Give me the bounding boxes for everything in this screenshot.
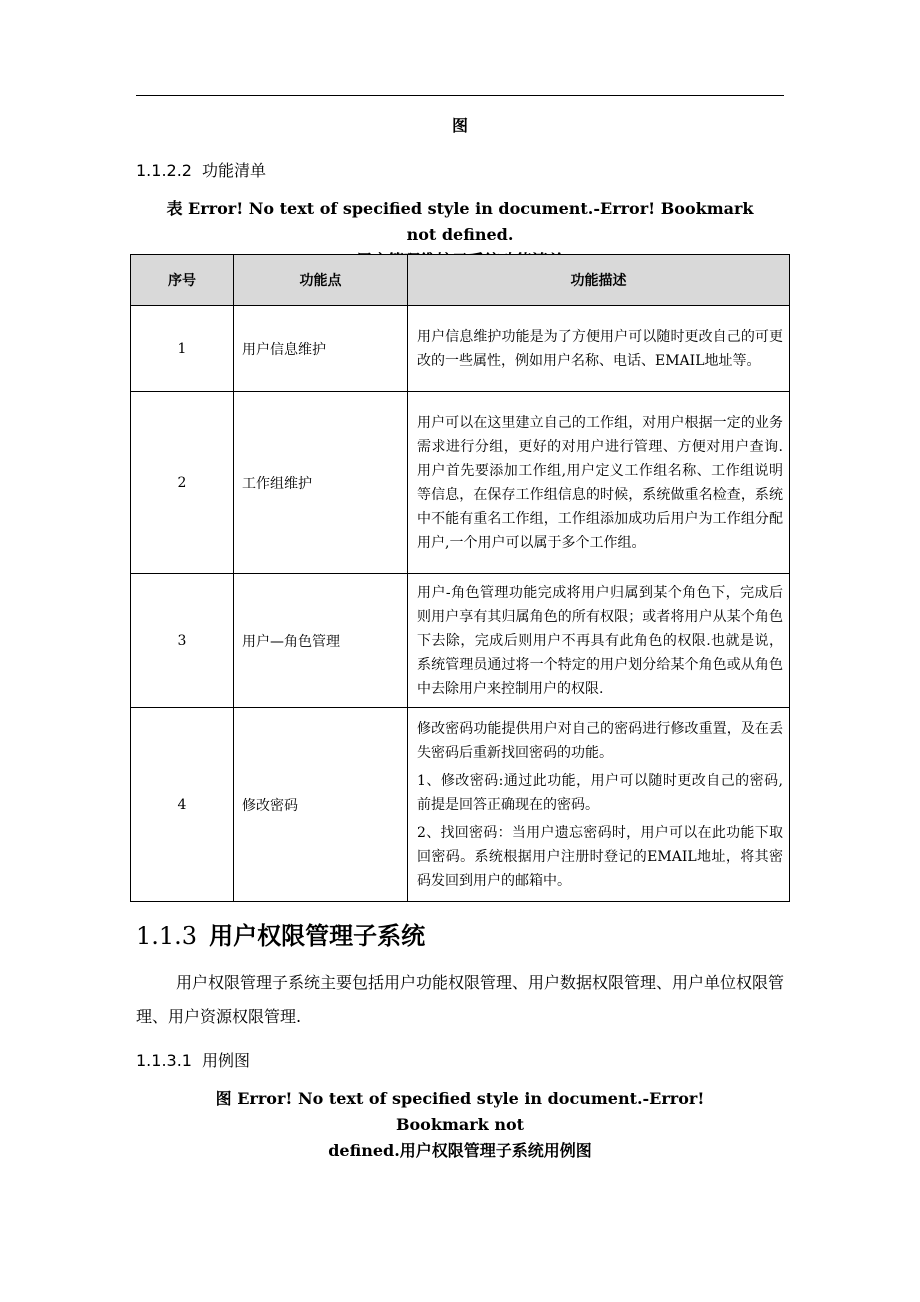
cell-no: 3 <box>131 574 234 708</box>
cell-no: 2 <box>131 392 234 574</box>
cell-no: 4 <box>131 708 234 902</box>
table-row <box>131 708 790 902</box>
figure-caption-zh: 用户权限管理子系统用例图 <box>399 1141 592 1160</box>
desc-paragraph: 用户-角色管理功能完成将用户归属到某个角色下，完成后则用户享有其归属角色的所有权限；或者将用户从某个角色下去除，完成后则用户不再具有此角色的权限.也就是说，系统管理员通过将一个特定的用户划分给某个角色或从角色中去除用户来控制用户的权限. <box>417 584 783 697</box>
figure-caption-line2 <box>180 1138 740 1164</box>
cell-point: 用户—角色管理 <box>234 574 408 708</box>
desc-paragraph: 修改密码功能提供用户对自己的密码进行修改重置，及在丢失密码后重新找回密码的功能。 <box>417 720 783 761</box>
desc-paragraph: 1、修改密码:通过此功能，用户可以随时更改自己的密码,前提是回答正确现在的密码。 <box>417 772 783 813</box>
figure-label: 图 <box>451 116 468 135</box>
table-caption-line1: 表 Error! No text of specified style in document.-Error! Bookmark not defined. <box>166 199 754 244</box>
header-rule <box>136 95 784 96</box>
heading-number: 1.1.2.2 <box>136 161 192 180</box>
table-row <box>131 306 790 392</box>
cell-desc <box>408 574 790 708</box>
header-cell-point: 功能点 <box>234 255 408 306</box>
figure-caption-en: defined. <box>328 1141 400 1160</box>
heading-title: 功能清单 <box>201 161 266 180</box>
table-row <box>131 574 790 708</box>
cell-point: 用户信息维护 <box>234 306 408 392</box>
cell-desc <box>408 708 790 902</box>
cell-no: 1 <box>131 306 234 392</box>
cell-point: 修改密码 <box>234 708 408 902</box>
header-cell-desc: 功能描述 <box>408 255 790 306</box>
body-paragraph: 用户权限管理子系统主要包括用户功能权限管理、用户数据权限管理、用户单位权限管理、用户资源权限管理. <box>136 973 785 1026</box>
heading-number: 1.1.3.1 <box>136 1051 192 1070</box>
header-cell-no: 序号 <box>131 255 234 306</box>
table-header-row <box>131 255 790 306</box>
desc-paragraph: 用户可以在这里建立自己的工作组，对用户根据一定的业务需求进行分组，更好的对用户进行管理、方便对用户查询.用户首先要添加工作组,用户定义工作组名称、工作组说明等信息，在保存工作组信息的时候，系统做重名检查，系统中不能有重名工作组，工作组添加成功后用户为工作组分配用户,一个用户可以属于多个工作组。 <box>417 414 783 551</box>
desc-paragraph: 用户信息维护功能是为了方便用户可以随时更改自己的可更改的一些属性，例如用户名称、电话、EMAIL地址等。 <box>417 328 783 369</box>
figure-caption <box>180 1086 740 1164</box>
cell-desc <box>408 392 790 574</box>
desc-paragraph: 2、找回密码：当用户遗忘密码时，用户可以在此功能下取回密码。系统根据用户注册时登记的EMAIL地址，将其密码发回到用户的邮箱中。 <box>417 824 783 889</box>
heading-1-1-3 <box>136 916 425 951</box>
heading-number: 1.1.3 <box>136 922 198 950</box>
function-list-table <box>130 254 790 902</box>
heading-title: 用例图 <box>201 1051 250 1070</box>
cell-point: 工作组维护 <box>234 392 408 574</box>
cell-desc <box>408 306 790 392</box>
figure-caption-line1: 图 Error! No text of specified style in document.-Error! Bookmark not <box>215 1089 705 1134</box>
heading-title: 用户权限管理子系统 <box>209 922 426 950</box>
heading-1-1-3-1 <box>136 1048 250 1071</box>
table-row <box>131 392 790 574</box>
heading-1-1-2-2 <box>136 158 266 181</box>
